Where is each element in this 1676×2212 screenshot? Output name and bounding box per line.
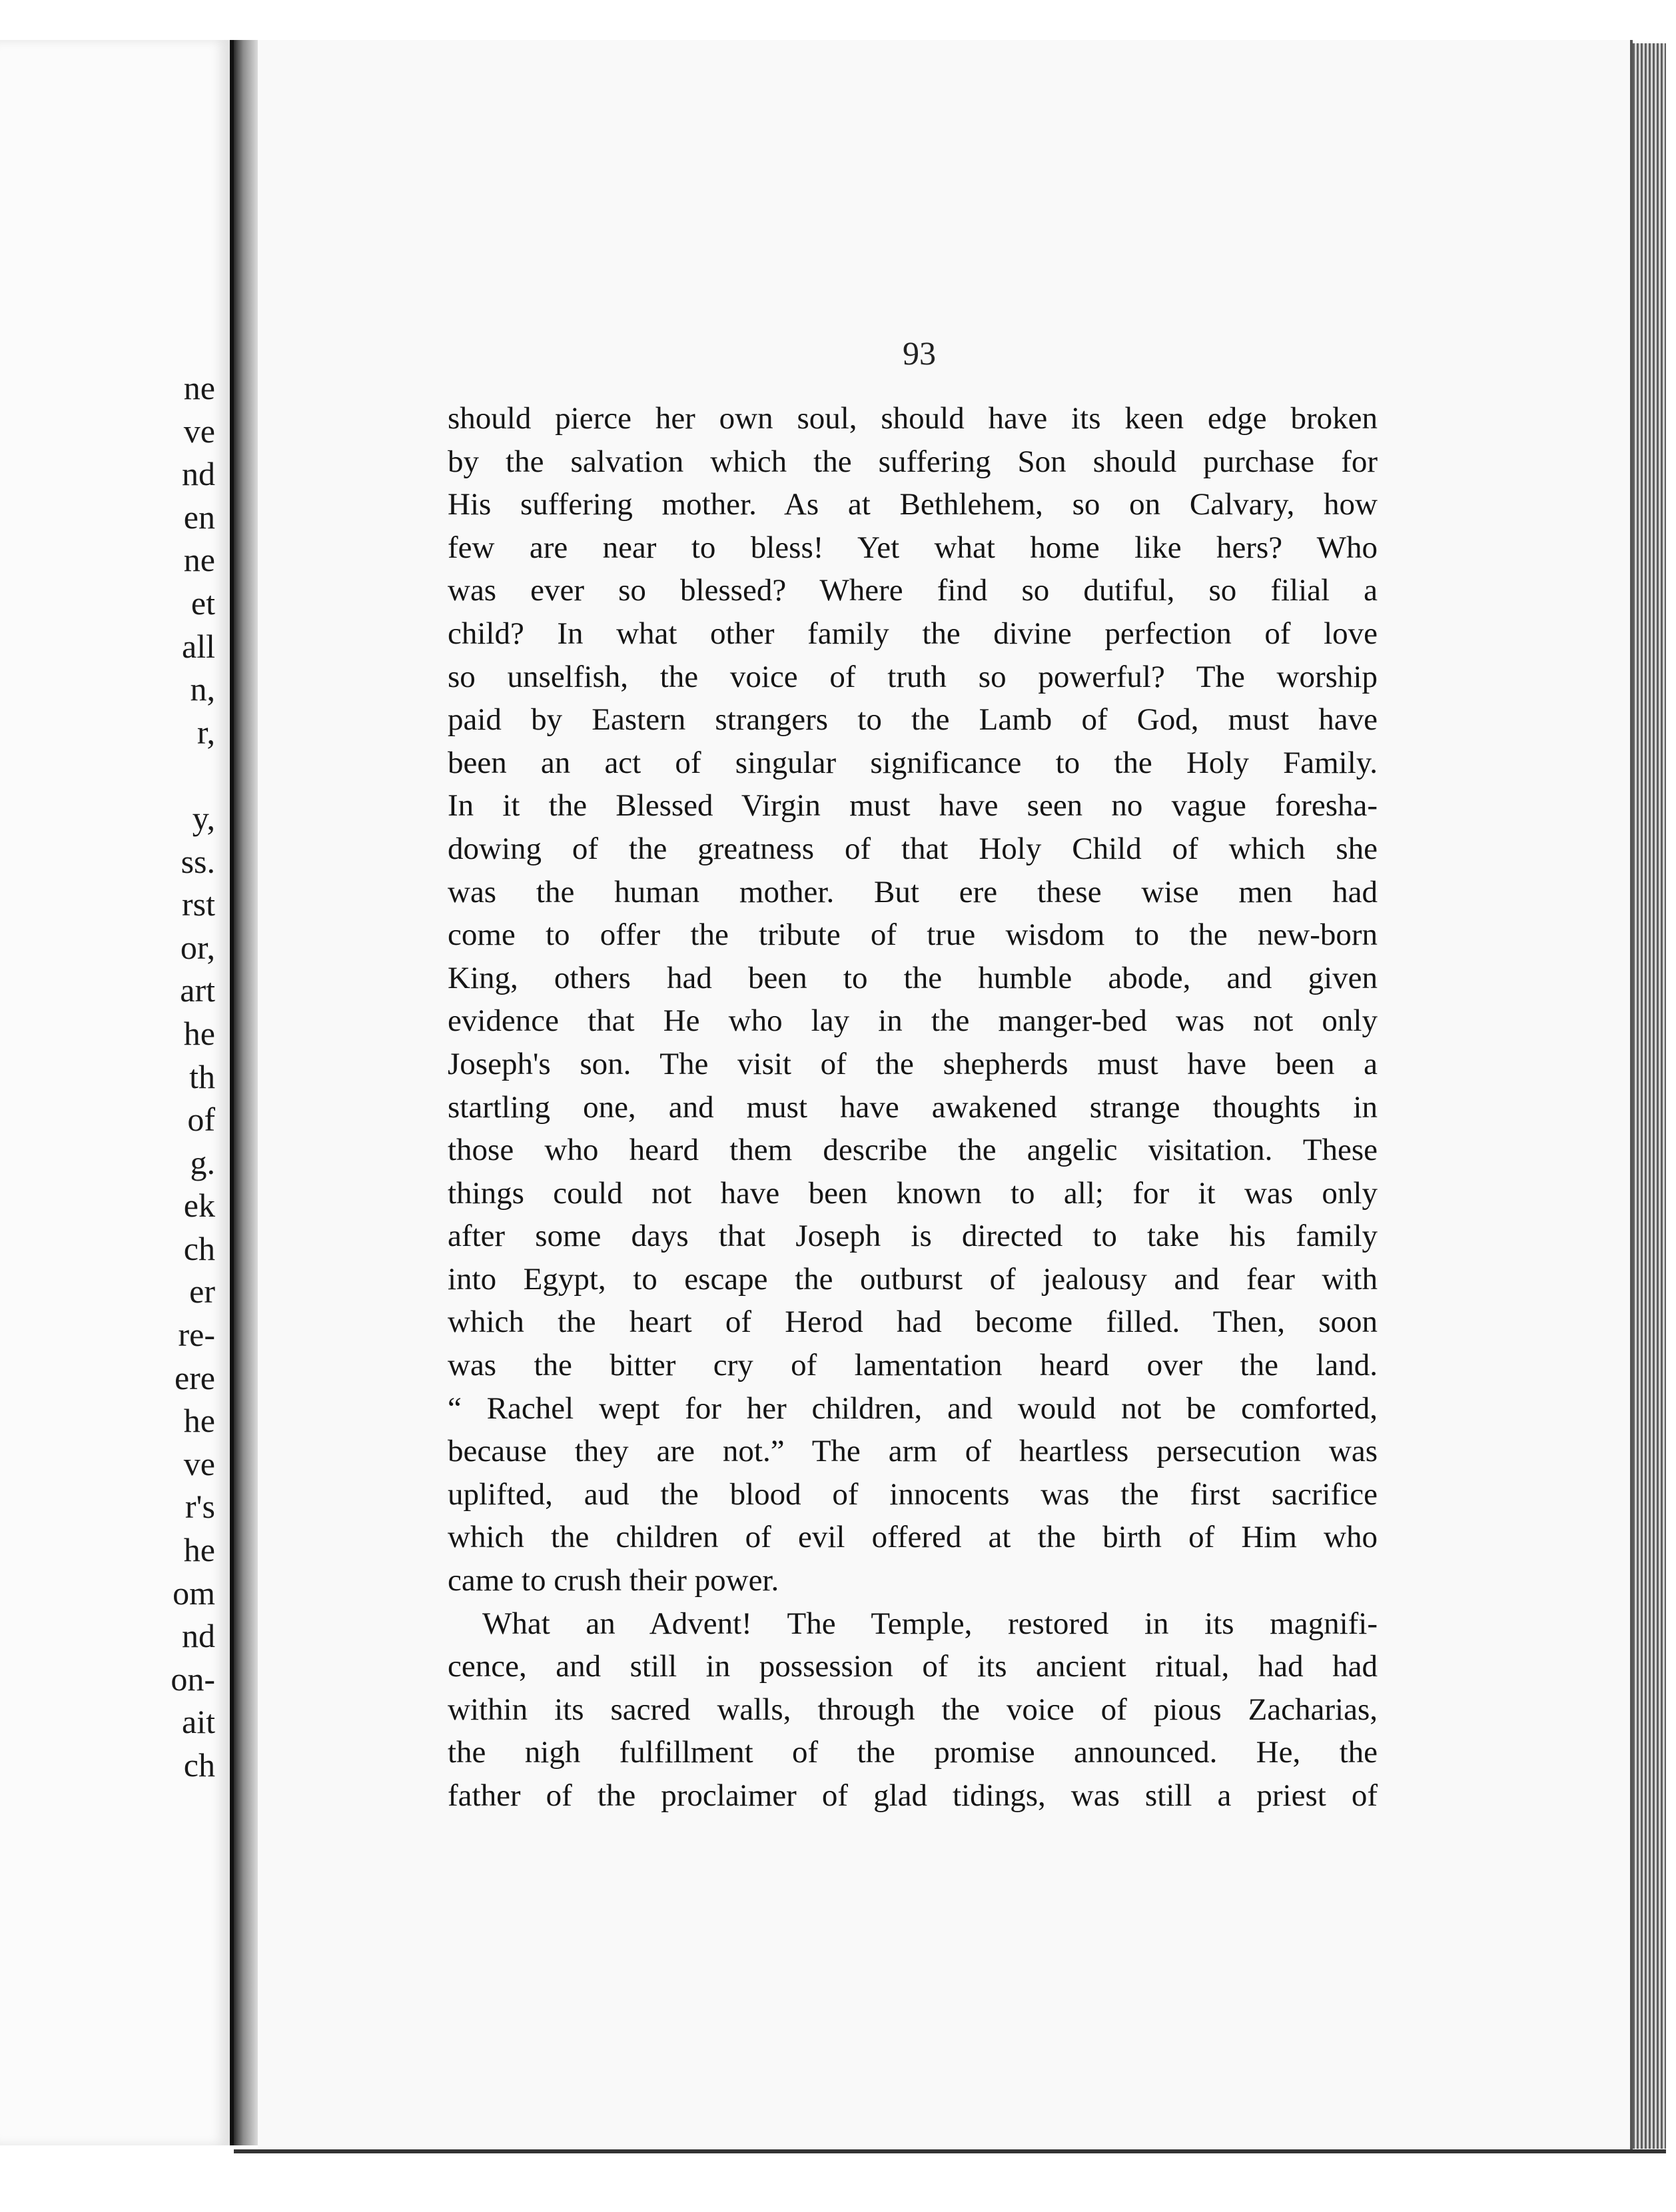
text-line: King, others had been to the humble abode, and given: [448, 960, 1378, 995]
previous-page-line-fragment: nd: [182, 1617, 215, 1655]
previous-page-line-fragment: om: [173, 1574, 215, 1612]
previous-page-line-fragment: ek: [183, 1187, 215, 1225]
previous-page-line-fragment: ve: [183, 412, 215, 450]
previous-page-line-fragment: he: [183, 1014, 215, 1052]
previous-page-line-fragment: he: [183, 1402, 215, 1440]
previous-page-line-fragment: ait: [182, 1703, 215, 1741]
previous-page-line-fragment: of: [187, 1101, 215, 1139]
text-line: uplifted, aud the blood of innocents was the first sacrifice: [448, 1476, 1378, 1512]
text-line: was the bitter cry of lamentation heard over the land.: [448, 1348, 1378, 1383]
text-line: What an Advent! The Temple, restored in its magnifi-: [482, 1606, 1378, 1641]
text-line: His suffering mother. As at Bethlehem, so on Calvary, how: [448, 487, 1378, 522]
previous-page-line-fragment: ne: [183, 541, 215, 579]
previous-page-line-fragment: art: [180, 971, 215, 1009]
text-line: was ever so blessed? Where find so dutiful, so filial a: [448, 573, 1378, 608]
text-line: which the heart of Herod had become filled. Then, soon: [448, 1305, 1378, 1340]
previous-page-line-fragment: th: [189, 1057, 215, 1095]
text-line: because they are not.” The arm of heartless persecution was: [448, 1434, 1378, 1469]
body-text: [448, 397, 1378, 1818]
text-line: paid by Eastern strangers to the Lamb of God, must have: [448, 702, 1378, 738]
page-bottom-edge: [234, 2149, 1666, 2153]
previous-page-line-fragment: ch: [183, 1229, 215, 1267]
previous-page-line-fragment: n,: [190, 670, 215, 708]
text-line: within its sacred walls, through the voice of pious Zacharias,: [448, 1692, 1378, 1727]
text-line: child? In what other family the divine perfection of love: [448, 616, 1378, 651]
text-line: few are near to bless! Yet what home like hers? Who: [448, 530, 1378, 565]
previous-page-line-fragment: g.: [190, 1143, 215, 1181]
text-line: came to crush their power.: [448, 1563, 779, 1598]
previous-page-line-fragment: er: [189, 1273, 215, 1311]
text-line: after some days that Joseph is directed to take his family: [448, 1219, 1378, 1254]
text-line: things could not have been known to all; for it was only: [448, 1175, 1378, 1211]
text-line: evidence that He who lay in the manger-bed was not only: [448, 1003, 1378, 1039]
page-stack-edge: [1633, 43, 1666, 2149]
previous-page-line-fragment: or,: [180, 928, 215, 966]
previous-page-edge: [0, 40, 234, 2145]
previous-page-line-fragment: et: [191, 584, 215, 622]
text-line: so unselfish, the voice of truth so powerful? The worship: [448, 659, 1378, 694]
previous-page-line-fragment: ss.: [181, 842, 215, 880]
text-line: was the human mother. But ere these wise men had: [448, 874, 1378, 909]
previous-page-line-fragment: y,: [192, 799, 215, 837]
text-line: been an act of singular significance to the Holy Family.: [448, 745, 1378, 780]
previous-page-line-fragment: rst: [182, 885, 215, 923]
text-line: startling one, and must have awakened strange thoughts in: [448, 1089, 1378, 1125]
previous-page-line-fragment: [207, 754, 216, 797]
page-number: 93: [903, 334, 936, 372]
previous-page-line-fragment: r's: [185, 1488, 215, 1526]
text-line: by the salvation which the suffering Son should purchase for: [448, 444, 1378, 479]
previous-page-line-fragment: ne: [183, 369, 215, 406]
text-line: those who heard them describe the angelic visitation. These: [448, 1133, 1378, 1168]
text-line: father of the proclaimer of glad tidings, was still a priest of: [448, 1778, 1378, 1813]
text-line: should pierce her own soul, should have its keen edge broken: [448, 401, 1378, 436]
previous-page-line-fragment: all: [182, 627, 215, 665]
text-line: the nigh fulfillment of the promise announced. He, the: [448, 1735, 1378, 1770]
previous-page-line-fragment: on-: [171, 1660, 215, 1698]
previous-page-line-fragment: re-: [178, 1316, 215, 1354]
previous-page-line-fragment: r,: [197, 713, 215, 751]
text-line: which the children of evil offered at the birth of Him who: [448, 1520, 1378, 1555]
previous-page-line-fragment: he: [183, 1531, 215, 1569]
previous-page-text-fragment: [171, 366, 215, 1787]
text-line: into Egypt, to escape the outburst of jealousy and fear with: [448, 1261, 1378, 1297]
text-line: Joseph's son. The visit of the shepherds must have been a: [448, 1046, 1378, 1081]
previous-page-line-fragment: en: [183, 498, 215, 536]
previous-page-line-fragment: ve: [183, 1444, 215, 1482]
previous-page-line-fragment: ch: [183, 1746, 215, 1784]
paragraph: [448, 1602, 1378, 1818]
text-line: “ Rachel wept for her children, and would not be comforted,: [448, 1390, 1378, 1426]
text-line: In it the Blessed Virgin must have seen no vague foresha-: [448, 788, 1378, 824]
previous-page-line-fragment: nd: [182, 455, 215, 493]
book-gutter: [234, 40, 258, 2145]
text-line: come to offer the tribute of true wisdom to the new-born: [448, 917, 1378, 953]
paragraph: [448, 397, 1378, 1602]
text-line: cence, and still in possession of its ancient ritual, had had: [448, 1649, 1378, 1684]
text-line: dowing of the greatness of that Holy Child of which she: [448, 831, 1378, 866]
previous-page-line-fragment: ere: [174, 1359, 215, 1396]
